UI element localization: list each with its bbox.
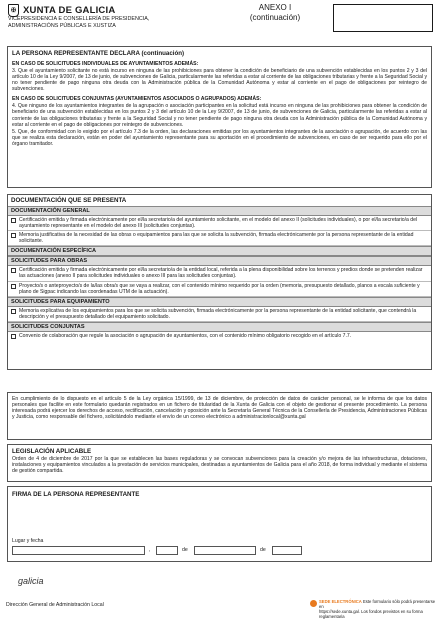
crest-icon: ✠ <box>8 4 19 17</box>
obras-header: SOLICITUDES PARA OBRAS <box>8 256 431 266</box>
specific-doc-header: DOCUMENTACIÓN ESPECÍFICA <box>8 246 431 256</box>
section-title: LEGISLACIÓN APLICABLE <box>12 448 92 455</box>
privacy-notice: En cumplimiento de lo dispuesto en el artículo 5 de la Ley orgánica 15/1999, de 13 de diciembre, de protección de datos de carácter personal, se le informa de que los datos personales que facilite en este formulario quedarán registrados en un fichero de titularidad de la Xunta de Galicia con el objeto de gestionar el presente procedimiento. La persona interesada podrá ejercer los derechos de acceso, rectificación, cancelación y oposición ante la Secretaría General Técnica de la Consellería de Presidencia, Administraciones Públicas y Justicia, como responsable del fichero, solicitándolo mediante el envío de un correo electrónico a administracionlocal@xunta.gal <box>7 392 432 440</box>
conj-header: SOLICITUDES CONJUNTAS <box>8 322 431 332</box>
lugar-input[interactable] <box>12 546 145 555</box>
doc-row: Certificación emitida y firmada electrónicamente por el/la secretario/a de la entidad local, referida a la plena disponibilidad sobre los terrenos y predios donde se pretenden realizar las actuaciones (anexo II para solicitudes individuales o anexo III para las solicitudes conjuntas). <box>8 266 431 281</box>
doc-row: Memoria explicativa de los equipamientos para los que se solicita subvención, firmada electrónicamente por la persona representante de la entidad solicitante, que contendrá la descripción y el presupuesto detallado del equipamiento solicitado. <box>8 307 431 322</box>
checkbox[interactable] <box>11 218 16 223</box>
legislation-text: Orden de 4 de diciembre de 2017 por la que se establecen las bases reguladoras y se convocan subvenciones para la creación y/o mejora de las infraestructuras, dotaciones, instalaciones y equipamientos vinculados a la prestación de servicios municipales, destinadas a ayuntamientos de Galicia para el año 2018, de forma individual y mediante el sistema de gestión compartida. <box>12 456 427 475</box>
galicia-logo: galicia <box>18 576 44 586</box>
checkbox[interactable] <box>11 309 16 314</box>
general-doc-header: DOCUMENTACIÓN GENERAL <box>8 206 431 216</box>
org-name: XUNTA DE GALICIA <box>23 5 116 16</box>
comma-label: , <box>149 547 151 553</box>
documentation-section <box>7 194 432 370</box>
sede-icon <box>310 600 317 607</box>
checkbox[interactable] <box>11 233 16 238</box>
anexo-title: ANEXO I (continuación) <box>249 3 301 22</box>
de-label: de <box>182 547 188 553</box>
checkbox[interactable] <box>11 284 16 289</box>
year-input[interactable] <box>272 546 302 555</box>
signature-section <box>7 486 432 562</box>
checkbox[interactable] <box>11 334 16 339</box>
doc-row: Memoria justificativa de la necesidad de las obras o equipamientos para las que se solicita la subvención, firmada electrónicamente por la persona representante de la entidad solicitante. <box>8 231 431 246</box>
declara-section <box>7 46 432 188</box>
doc-row: Certificación emitida y firmada electrónicamente por el/la secretario/a del ayuntamiento solicitante, en el modelo del anexo II (solicitudes individuales), o por el/la secretario/a del ayuntamiento representante en el modelo del anexo III (solicitudes conjuntas). <box>8 216 431 231</box>
declaration-item-5: 5. Que, de conformidad con lo exigido por el artículo 7.3 de la orden, las declaraciones emitidas por los ayuntamientos integrantes de la asociación o agrupación, de acuerdo con las que se realiza esta declaración, están en poder del ayuntamiento representante para su aportación en el procedimiento de subvenciones, en caso de ser requerido para ello por el órgano tramitador. <box>12 128 427 147</box>
lugar-label: Lugar y fecha <box>12 538 44 544</box>
equip-header: SOLICITUDES PARA EQUIPAMIENTO <box>8 297 431 307</box>
conjunta-subtitle: EN CASO DE SOLICITUDES CONJUNTAS (AYUNTAMIENTOS ASOCIADOS O AGRUPADOS) ADEMÁS: <box>12 96 262 103</box>
doc-row: Convenio de colaboración que regule la asociación o agrupación de ayuntamientos, con el contenido mínimo obligatorio recogido en el artículo 7.7. <box>8 332 431 340</box>
department-name: VICEPRESIDENCIA E CONSELLERÍA DE PRESIDENCIA, ADMINISTRACIÓNS PÚBLICAS E XUSTIZA <box>8 16 150 29</box>
section-title: DOCUMENTACIÓN QUE SE PRESENTA <box>11 197 127 204</box>
month-input[interactable] <box>194 546 256 555</box>
section-title: FIRMA DE LA PERSONA REPRESENTANTE <box>12 491 140 498</box>
section-title: LA PERSONA REPRESENTANTE DECLARA (continuación) <box>12 50 185 57</box>
day-input[interactable] <box>156 546 178 555</box>
registry-box <box>333 4 433 32</box>
page-footer <box>0 570 439 619</box>
de-label: de <box>260 547 266 553</box>
doc-row: Proyecto/s o anteproyecto/s de la/las obra/s que se vaya a realizar, con el contenido mínimo requerido por la orden (memoria, presupuesto detallado, planos a escala suficiente y plano de Sigpac indicando las coordenadas UTM de la actuación). <box>8 282 431 297</box>
sede-note: SEDE ELECTRÓNICA Este formulario sólo podrá presentarse en https://sede.xunta.gal. Los fondos previstos en su forma reglamentaria <box>319 599 436 619</box>
declaration-item-4: 4. Que ninguno de los ayuntamientos integrantes de la agrupación o asociación participantes en la solicitud está incurso en ninguna de las prohibiciones para obtener la condición de beneficiario de una subvención establecidas en los puntos 2 y 3 del artículo 10 de la Ley 9/2007, de 13 de junio, de subvenciones de Galicia, particularmente las referidas a estar al corriente de las obligaciones tributarias y frente a la Seguridad Social y no tener pendiente de pago ninguna otra deuda con la Administración pública de la Comunidad Autónoma y estar al corriente en el pago de obligaciones por reintegro de subvenciones. <box>12 103 427 128</box>
page-header <box>0 0 439 36</box>
individual-subtitle: EN CASO DE SOLICITUDES INDIVIDUALES DE AYUNTAMIENTOS ADEMÁS: <box>12 61 199 67</box>
legislation-section <box>7 444 432 482</box>
checkbox[interactable] <box>11 268 16 273</box>
declaration-item-3: 3. Que el ayuntamiento solicitante no está incurso en ninguna de las prohibiciones para obtener la condición de beneficiario de una subvención establecidas en los puntos 2 y 3 del artículo 10 de la Ley 9/2007, de 13 de junio, de subvenciones de Galicia, particularmente las referidas a estar al corriente de las obligaciones tributarias y frente a la Seguridad Social y no tener pendiente de pago ninguna otra deuda con la Administración pública de la Comunidad Autónoma y estar al corriente en el pago de obligaciones por reintegro de subvenciones. <box>12 68 427 93</box>
direccion-label: Dirección General de Administración Local <box>6 602 104 608</box>
